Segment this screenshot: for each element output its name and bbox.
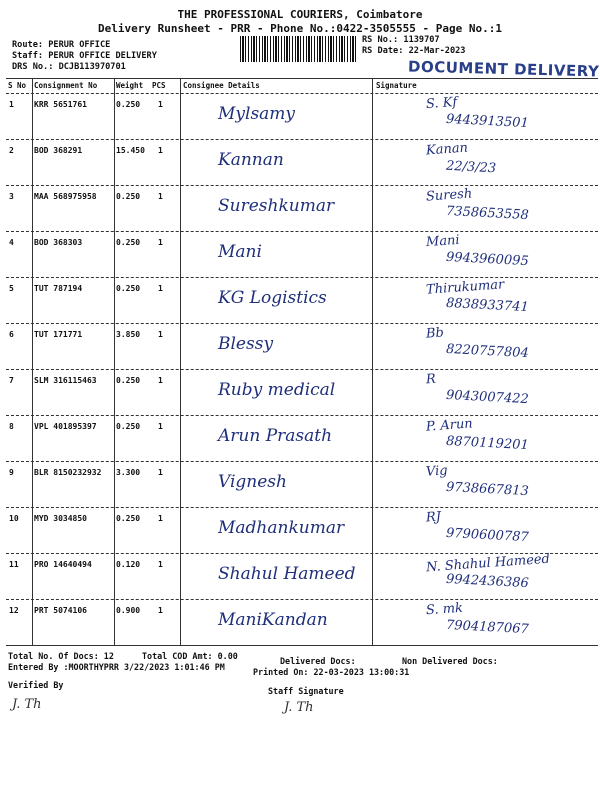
weight-cell: 0.250 bbox=[116, 238, 141, 247]
consignment-cell: MAA 568975958 bbox=[34, 192, 97, 201]
consignment-cell: MYD 3034850 bbox=[34, 514, 87, 523]
barcode bbox=[240, 36, 356, 62]
table-row bbox=[6, 324, 598, 370]
consignment-cell: TUT 171771 bbox=[34, 330, 83, 339]
document-subtitle: Delivery Runsheet - PRR - Phone No.:0422-3505555 - Page No.:1 bbox=[98, 22, 502, 35]
consignee-name: Sureshkumar bbox=[218, 196, 335, 216]
pcs-cell: 1 bbox=[158, 560, 163, 569]
column-header-sno: S No bbox=[8, 81, 27, 90]
weight-cell: 0.250 bbox=[116, 376, 141, 385]
table-row bbox=[6, 551, 598, 600]
consignee-phone: 9738667813 bbox=[445, 479, 530, 500]
pcs-cell: 1 bbox=[158, 284, 163, 293]
pcs-cell: 1 bbox=[158, 238, 163, 247]
weight-cell: 3.850 bbox=[116, 330, 141, 339]
consignee-phone: 9790600787 bbox=[445, 525, 530, 546]
verified-by-label: Verified By bbox=[8, 680, 64, 690]
pcs-cell: 1 bbox=[158, 376, 163, 385]
sno-cell: 11 bbox=[9, 560, 19, 569]
pcs-cell: 1 bbox=[158, 100, 163, 109]
consignment-cell: SLM 316115463 bbox=[34, 376, 97, 385]
signature-mark: RJ bbox=[425, 509, 442, 526]
signature-mark: Vig bbox=[425, 463, 449, 480]
weight-cell: 15.450 bbox=[116, 146, 145, 155]
consignee-name: Mani bbox=[218, 242, 262, 262]
sno-cell: 10 bbox=[9, 514, 19, 523]
sno-cell: 2 bbox=[9, 146, 14, 155]
document-delivery-stamp: DOCUMENT DELIVERY bbox=[407, 57, 600, 81]
pcs-cell: 1 bbox=[158, 514, 163, 523]
consignee-name: Vignesh bbox=[218, 472, 287, 492]
column-header-pcs: PCS bbox=[152, 81, 166, 90]
consignment-cell: BOD 368291 bbox=[34, 146, 83, 155]
table-row bbox=[6, 140, 598, 186]
pcs-cell: 1 bbox=[158, 192, 163, 201]
document-title: THE PROFESSIONAL COURIERS, Coimbatore bbox=[177, 8, 423, 21]
total-docs: Total No. Of Docs: 12 bbox=[8, 651, 114, 661]
consignee-name: Arun Prasath bbox=[218, 426, 333, 446]
consignee-phone: 7358653558 bbox=[445, 203, 530, 224]
sno-cell: 8 bbox=[9, 422, 14, 431]
pcs-cell: 1 bbox=[158, 422, 163, 431]
verified-by-signature: J. Th bbox=[12, 697, 42, 712]
rs-number: RS No.: 1139707 bbox=[362, 35, 440, 45]
rs-date: RS Date: 22-Mar-2023 bbox=[362, 46, 466, 56]
table-row bbox=[6, 232, 598, 278]
total-cod: Total COD Amt: 0.00 bbox=[142, 651, 238, 661]
sno-cell: 7 bbox=[9, 376, 14, 385]
consignee-name: ManiKandan bbox=[218, 610, 328, 630]
consignee-phone: 9942436386 bbox=[445, 571, 530, 592]
table-row bbox=[6, 278, 598, 324]
non-delivered-docs: Non Delivered Docs: bbox=[402, 656, 498, 666]
signature-mark: S. Kf bbox=[425, 94, 458, 113]
pcs-cell: 1 bbox=[158, 606, 163, 615]
consignment-cell: VPL 401895397 bbox=[34, 422, 97, 431]
signature-mark: Mani bbox=[425, 232, 461, 251]
signature-mark: Bb bbox=[425, 325, 445, 342]
signature-mark: Suresh bbox=[425, 186, 473, 205]
consignment-cell: BLR 8150232932 bbox=[34, 468, 102, 477]
consignment-cell: KRR 5651761 bbox=[34, 100, 87, 109]
consignment-cell: TUT 787194 bbox=[34, 284, 83, 293]
consignee-name: Blessy bbox=[218, 334, 274, 354]
table-row bbox=[6, 508, 598, 554]
column-header-consignee: Consignee Details bbox=[183, 81, 260, 90]
weight-cell: 0.250 bbox=[116, 422, 141, 431]
table-row bbox=[6, 416, 598, 462]
consignee-name: Ruby medical bbox=[218, 380, 336, 400]
table-row bbox=[6, 600, 598, 646]
weight-cell: 0.250 bbox=[116, 192, 141, 201]
sno-cell: 4 bbox=[9, 238, 14, 247]
weight-cell: 0.120 bbox=[116, 560, 141, 569]
consignee-phone: 8220757804 bbox=[445, 341, 530, 362]
consignee-phone: 7904187067 bbox=[445, 617, 530, 638]
consignee-name: Madhankumar bbox=[218, 518, 345, 538]
sno-cell: 9 bbox=[9, 468, 14, 477]
route-label: Route: PERUR OFFICE bbox=[12, 40, 111, 50]
consignee-name: Kannan bbox=[218, 150, 284, 170]
weight-cell: 0.900 bbox=[116, 606, 141, 615]
consignee-phone: 9943960095 bbox=[445, 249, 530, 270]
signature-mark: P. Arun bbox=[425, 416, 474, 435]
sno-cell: 5 bbox=[9, 284, 14, 293]
pcs-cell: 1 bbox=[158, 330, 163, 339]
delivered-docs: Delivered Docs: bbox=[280, 656, 356, 666]
staff-label: Staff: PERUR OFFICE DELIVERY bbox=[12, 51, 157, 61]
consignment-cell: BOD 368303 bbox=[34, 238, 83, 247]
sno-cell: 1 bbox=[9, 100, 14, 109]
consignee-phone: 8838933741 bbox=[445, 295, 530, 316]
weight-cell: 0.250 bbox=[116, 514, 141, 523]
runsheet-table bbox=[6, 78, 598, 646]
sno-cell: 6 bbox=[9, 330, 14, 339]
printed-on: Printed On: 22-03-2023 13:00:31 bbox=[253, 667, 410, 677]
signature-mark: Thirukumar bbox=[425, 277, 505, 298]
weight-cell: 0.250 bbox=[116, 284, 141, 293]
staff-signature-label: Staff Signature bbox=[268, 686, 344, 696]
staff-signature: J. Th bbox=[284, 700, 314, 715]
consignee-name: KG Logistics bbox=[218, 288, 327, 308]
weight-cell: 0.250 bbox=[116, 100, 141, 109]
consignment-cell: PRT 5074106 bbox=[34, 606, 87, 615]
column-header-signature: Signature bbox=[376, 81, 417, 90]
signature-mark: Kanan bbox=[425, 140, 469, 159]
sno-cell: 12 bbox=[9, 606, 19, 615]
weight-cell: 3.300 bbox=[116, 468, 141, 477]
consignee-name: Shahul Hameed bbox=[218, 564, 356, 584]
consignee-phone: 9443913501 bbox=[445, 111, 530, 132]
table-row bbox=[6, 186, 598, 232]
signature-mark: R bbox=[425, 371, 437, 388]
consignee-name: Mylsamy bbox=[218, 104, 296, 124]
table-row bbox=[6, 94, 598, 140]
column-header-weight: Weight bbox=[116, 81, 144, 90]
consignee-phone: 22/3/23 bbox=[445, 158, 497, 177]
signature-mark: N. Shahul Hameed bbox=[425, 551, 551, 576]
drs-number: DRS No.: DCJB113970701 bbox=[12, 62, 126, 72]
table-row bbox=[6, 462, 598, 508]
consignee-phone: 8870119201 bbox=[445, 433, 530, 454]
signature-mark: S. mk bbox=[425, 600, 464, 619]
column-header-consignment: Consignment No bbox=[34, 81, 98, 90]
sno-cell: 3 bbox=[9, 192, 14, 201]
pcs-cell: 1 bbox=[158, 468, 163, 477]
pcs-cell: 1 bbox=[158, 146, 163, 155]
consignee-phone: 9043007422 bbox=[445, 387, 530, 408]
table-row bbox=[6, 370, 598, 416]
entered-by: Entered By :MOORTHYPRR 3/22/2023 1:01:46 PM bbox=[8, 662, 225, 672]
consignment-cell: PRO 14640494 bbox=[34, 560, 92, 569]
